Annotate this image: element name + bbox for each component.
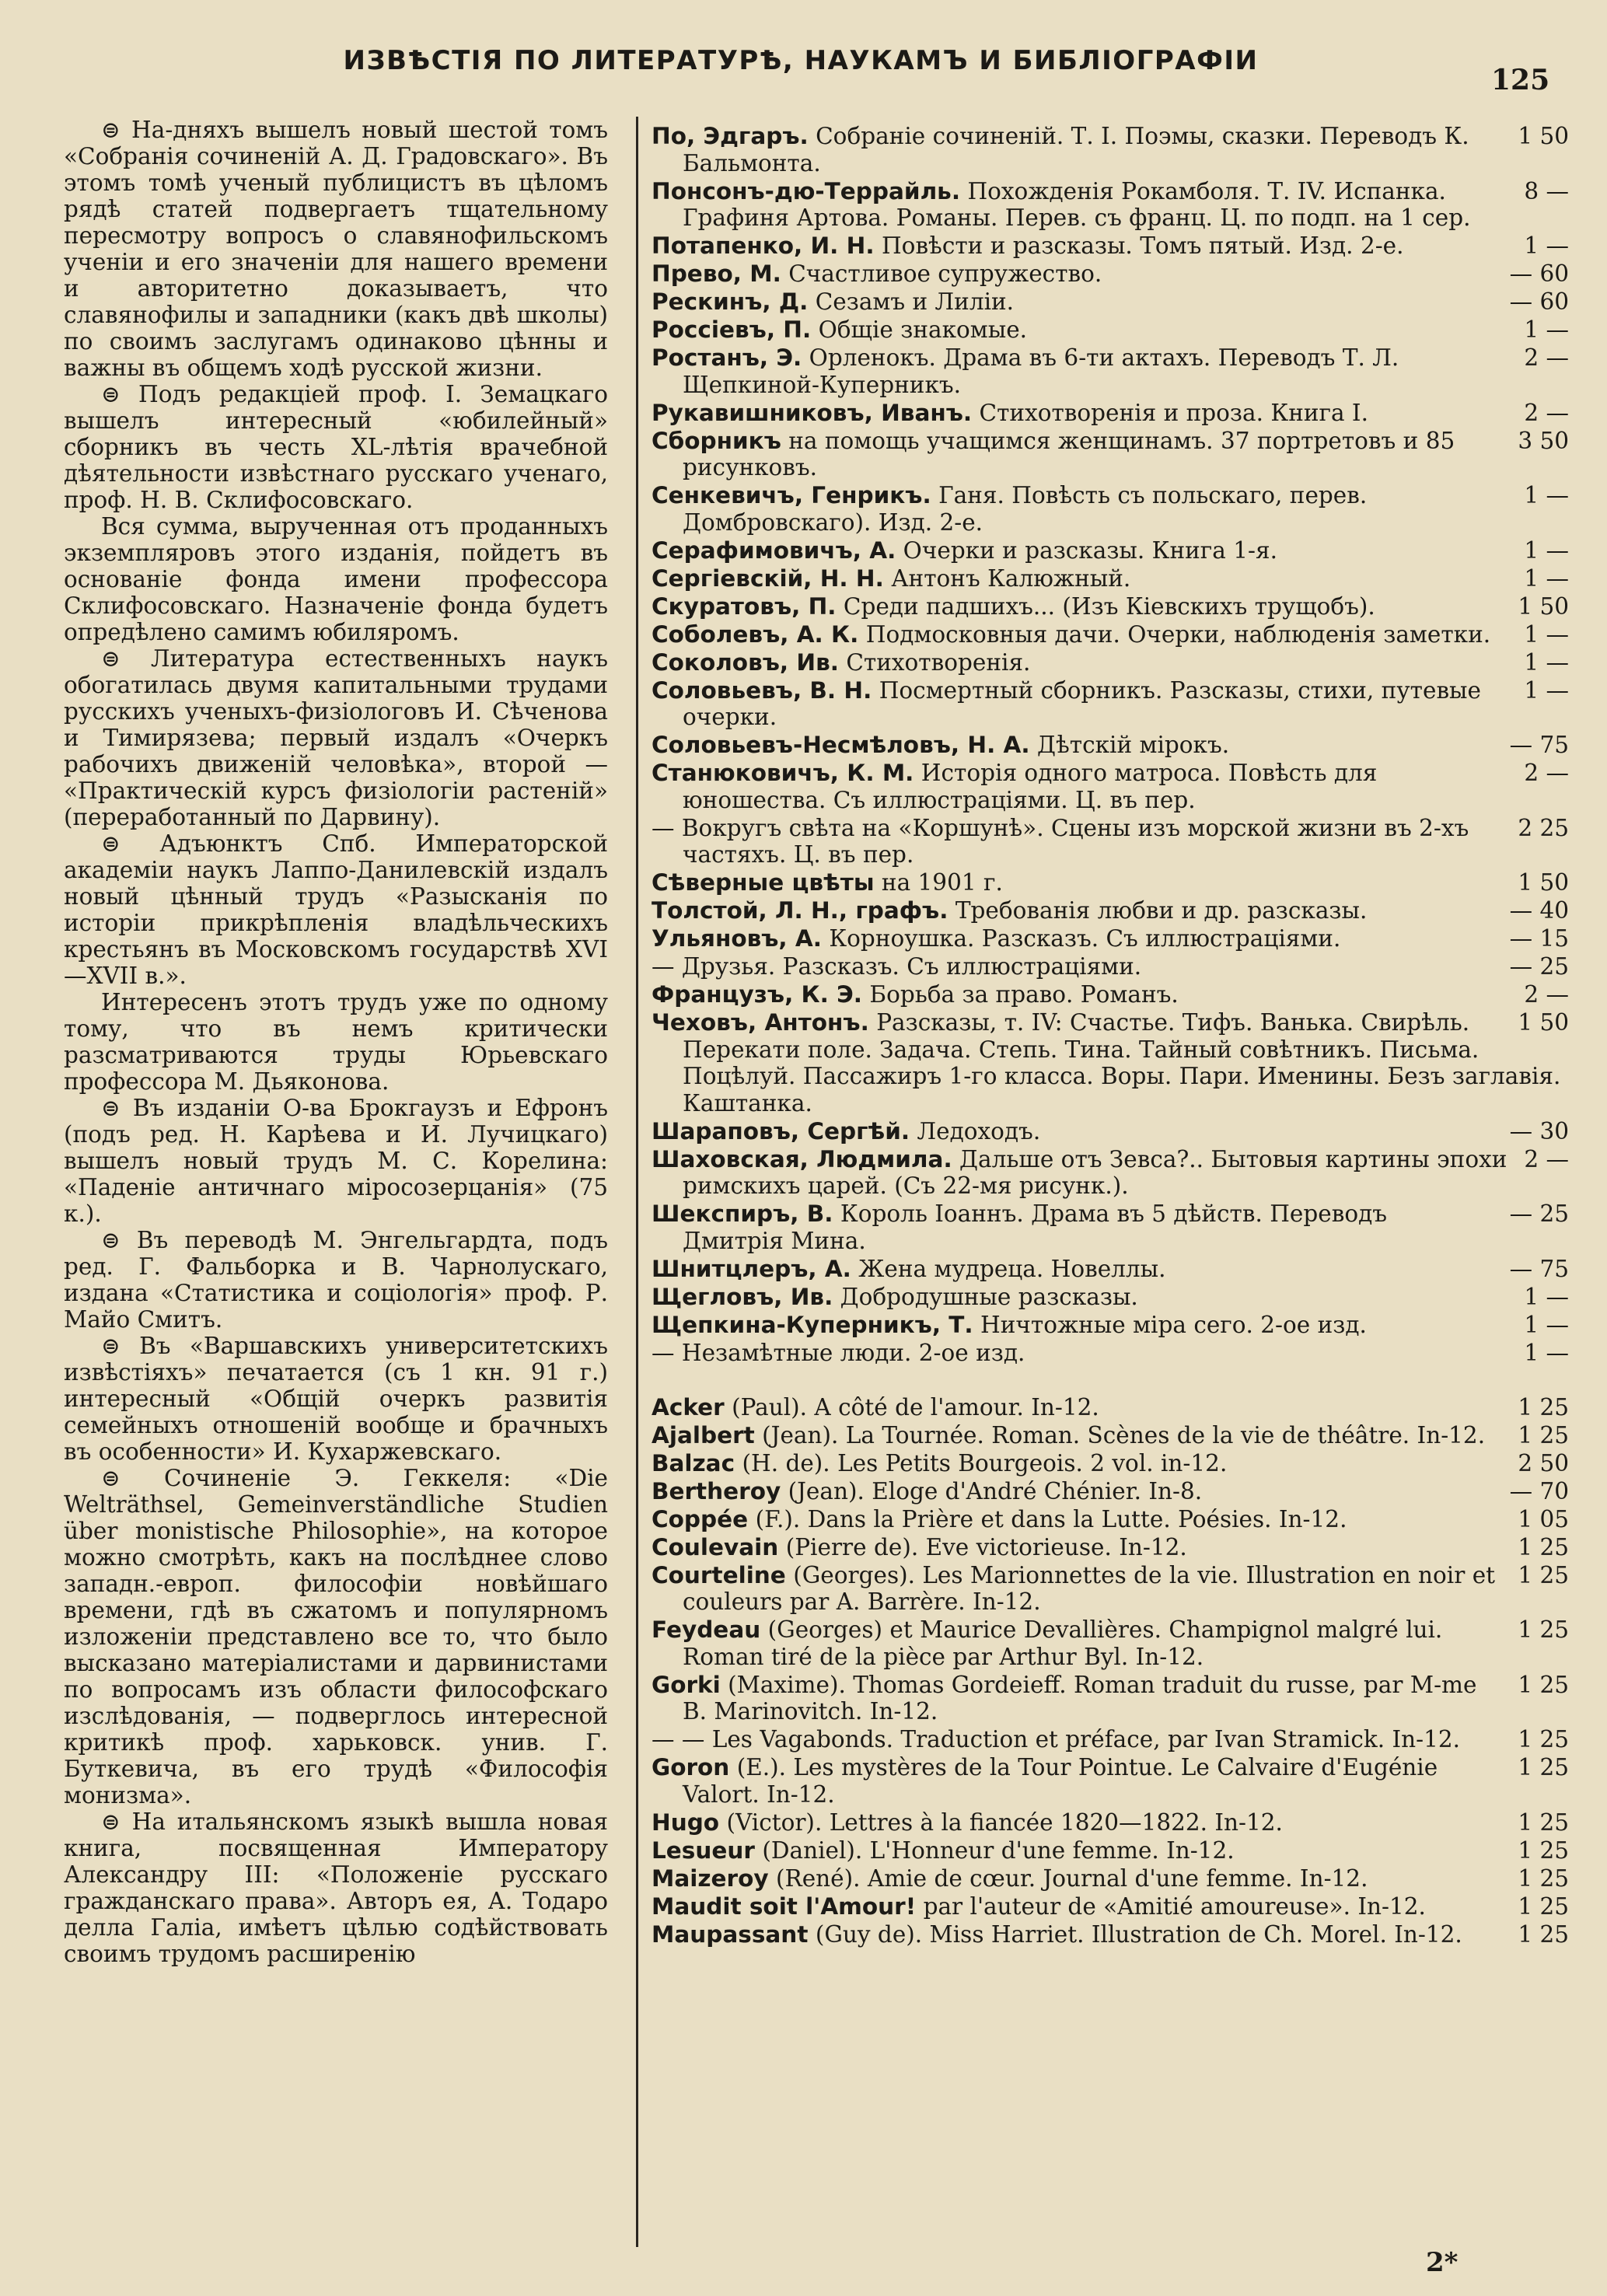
book-entry (652, 1422, 1569, 1449)
book-price: 2 — (1524, 981, 1569, 1008)
book-entry (652, 123, 1569, 176)
book-entry (652, 925, 1569, 952)
book-title: Антонъ Калюжный. (891, 564, 1131, 592)
book-price: — 75 (1509, 732, 1569, 758)
book-title: Ганя. Повѣсть съ польскаго, перев. Домбровскаго). Изд. 2-е. (683, 482, 1368, 536)
book-price: 1 25 (1518, 1616, 1569, 1643)
news-paragraph: ⊜ Литература естественныхъ наукъ обогатилась двумя капитальными трудами русскихъ ученыхъ-физіологовъ И. Сѣченова и Тимирязева; первый издалъ «Очеркъ рабочихъ движеній человѣка», второй — «Практическій курсъ физіологіи растеній» (переработанный по Дарвину). (64, 645, 608, 830)
book-author: Lesueur (652, 1836, 755, 1864)
book-author: По, Эдгаръ. (652, 123, 809, 149)
book-entry (652, 1616, 1569, 1670)
book-price: — 60 (1509, 288, 1569, 315)
book-author: Ajalbert (652, 1421, 755, 1449)
russian-book-list (652, 123, 1569, 1366)
book-author: Acker (652, 1393, 725, 1421)
book-entry (652, 1921, 1569, 1948)
book-title: Стихотворенія и проза. Книга I. (979, 399, 1368, 426)
book-price: 1 50 (1518, 869, 1569, 896)
book-title: — Друзья. Разсказъ. Съ иллюстраціями. (652, 953, 1142, 980)
book-author: Потапенко, И. Н. (652, 232, 875, 259)
book-author: Шаховская, Людмила. (652, 1145, 952, 1172)
book-title: (F.). Dans la Prière et dans la Lutte. Poésies. In-12. (755, 1505, 1347, 1532)
book-title: Исторія одного матроса. Повѣсть для юношества. Съ иллюстраціями. Ц. въ пер. (683, 760, 1378, 813)
book-price: 1 25 (1518, 1393, 1569, 1421)
book-price: 1 25 (1518, 1754, 1569, 1781)
page-number: 125 (1491, 64, 1550, 96)
column-divider (636, 117, 638, 2247)
book-price: 1 — (1524, 620, 1569, 648)
book-entry (652, 428, 1569, 481)
book-title: — — Les Vagabonds. Traduction et préface, par Ivan Stramick. In-12. (652, 1726, 1461, 1753)
book-price: 2 — (1524, 344, 1569, 371)
book-title: Требованія любви и др. разсказы. (955, 897, 1368, 924)
book-title: (Pierre de). Eve victorieuse. In-12. (785, 1533, 1187, 1560)
book-title: Счастливое супружество. (788, 260, 1102, 287)
news-paragraph: ⊜ Сочиненіе Э. Геккеля: «Die Welträthsel, Gemeinverständliche Studien über monistische Philosophie», на которое можно смотрѣть, какъ на послѣднее слово западн.-европ. философіи новѣйшаго времени, гдѣ въ сжатомъ и популярномъ изложеніи представлено все то, что было высказано матеріалистами и дарвинистами по вопросамъ изъ области философскаго изслѣдованія, — подверглось интересной критикѣ проф. харьковск. унив. Г. Буткевича, въ его трудѣ «Философія монизма». (64, 1465, 608, 1808)
news-paragraph: ⊜ Подъ редакціей проф. І. Земацкаго вышелъ интересный «юбилейный» сборникъ въ честь XL-лѣтія врачебной дѣятельности извѣстнаго русскаго ученаго, проф. Н. В. Склифосовскаго. (64, 381, 608, 513)
book-entry (652, 1865, 1569, 1892)
book-title: Повѣсти и разсказы. Томъ пятый. Изд. 2-е. (881, 232, 1404, 259)
book-entry (652, 565, 1569, 592)
book-price: 1 25 (1518, 1864, 1569, 1892)
book-author: Чеховъ, Антонъ. (652, 1009, 869, 1036)
book-entry (652, 1562, 1569, 1616)
book-price: — 75 (1509, 1255, 1569, 1282)
book-author: Bertheroy (652, 1477, 781, 1504)
book-entry (652, 482, 1569, 536)
book-title: на помощь учащимся женщинамъ. 37 портретовъ и 85 рисунковъ. (683, 427, 1455, 481)
book-price: — 30 (1509, 1117, 1569, 1145)
book-author: Рукавишниковъ, Иванъ. (652, 399, 973, 426)
book-author: Maizeroy (652, 1864, 769, 1892)
book-price: 2 25 (1518, 814, 1569, 841)
book-title: Ледоходъ. (917, 1117, 1041, 1145)
book-entry (652, 1256, 1569, 1283)
news-paragraph: ⊜ Въ изданіи О-ва Брокгаузъ и Ефронъ (подъ ред. Н. Карѣева и И. Лучицкаго) вышелъ новый трудъ М. С. Корелина: «Паденіе античнаго міросозерцанія» (75 к.). (64, 1095, 608, 1227)
book-title: (H. de). Les Petits Bourgeois. 2 vol. in-12. (742, 1449, 1228, 1476)
book-entry (652, 677, 1569, 731)
book-title: par l'auteur de «Amitié amoureuse». In-12. (923, 1892, 1426, 1920)
book-author: Соболевъ, А. К. (652, 620, 859, 648)
news-paragraph: ⊜ На итальянскомъ языкѣ вышла новая книга, посвященная Императору Александру III: «Положеніе русскаго гражданскаго права». Авторъ ея, А. Тодаро делла Галіа, имѣетъ цѣлью содѣйствовать своимъ трудомъ расширенію (64, 1808, 608, 1967)
book-price: 2 50 (1518, 1449, 1569, 1476)
book-price: 2 — (1524, 1145, 1569, 1172)
book-entry (652, 897, 1569, 924)
book-entry (652, 1312, 1569, 1339)
book-title: Дальше отъ Зевса?.. Бытовыя картины эпохи римскихъ царей. (Съ 22-мя рисунк.). (683, 1145, 1507, 1199)
book-author: Скуратовъ, П. (652, 592, 837, 620)
running-header: ИЗВѢСТІЯ ПО ЛИТЕРАТУРѢ, НАУКАМЪ И БИБЛІОГРАФІИ (343, 45, 1259, 76)
book-author: Сѣверные цвѣты (652, 869, 875, 896)
book-title: Корноушка. Разсказъ. Съ иллюстраціями. (829, 925, 1341, 952)
book-author: Французъ, К. Э. (652, 981, 862, 1008)
book-author: Coulevain (652, 1533, 779, 1560)
book-author: Coppée (652, 1505, 749, 1532)
book-title: (Georges). Les Marionnettes de la vie. Illustration en noir et couleurs par A. Barrère. In-12. (683, 1561, 1496, 1615)
book-title: Очерки и разсказы. Книга 1-я. (903, 536, 1277, 564)
book-title: (Guy de). Miss Harriet. Illustration de Ch. Morel. In-12. (815, 1920, 1462, 1948)
book-author: Ростанъ, Э. (652, 344, 802, 371)
book-entry (652, 621, 1569, 648)
book-entry (652, 815, 1569, 868)
book-title: Посмертный сборникъ. Разсказы, стихи, путевые очерки. (683, 676, 1481, 730)
book-price: 1 25 (1518, 1892, 1569, 1920)
book-title: Похожденія Рокамболя. Т. IV. Испанка. Графиня Артова. Романы. Перев. съ франц. Ц. по подп. на 1 сер. (683, 177, 1471, 231)
book-entry (652, 1534, 1569, 1561)
book-title: Добродушные разсказы. (840, 1283, 1138, 1310)
foreign-book-list (652, 1394, 1569, 1948)
book-entry (652, 869, 1569, 896)
book-author: Hugo (652, 1808, 720, 1836)
book-price: 1 25 (1518, 1808, 1569, 1836)
book-entry (652, 1118, 1569, 1145)
book-author: Gorki (652, 1671, 721, 1698)
news-paragraph: ⊜ На-дняхъ вышелъ новый шестой томъ «Собранія сочиненій А. Д. Градовскаго». Въ этомъ томѣ ученый публицистъ въ цѣломъ рядѣ статей подвергаетъ тщательному пересмотру вопросъ о славянофильскомъ ученіи и его значеніи для нашего времени и авторитетно доказываетъ, что славянофилы и западники (какъ двѣ школы) по своимъ заслугамъ одинаково цѣнны и важны въ общемъ ходѣ русской жизни. (64, 117, 608, 381)
book-author: Maudit soit l'Amour! (652, 1892, 917, 1920)
book-price: 1 — (1524, 482, 1569, 508)
book-price: 1 — (1524, 316, 1569, 343)
book-title: (Victor). Lettres à la fiancée 1820—1822. In-12. (726, 1808, 1283, 1836)
book-title: (René). Amie de cœur. Journal d'une femme. In-12. (776, 1864, 1368, 1892)
book-price: 1 — (1524, 536, 1569, 564)
book-entry (652, 288, 1569, 316)
book-price: 1 — (1524, 232, 1569, 259)
book-entry (652, 1506, 1569, 1533)
book-entry (652, 981, 1569, 1008)
book-entry (652, 537, 1569, 564)
book-author: Feydeau (652, 1616, 761, 1643)
news-paragraph: ⊜ Въ переводѣ М. Энгельгардта, подъ ред. Г. Фальборка и В. Чарнолускаго, издана «Статистика и соціологія» проф. Р. Майо Смитъ. (64, 1227, 608, 1333)
book-entry (652, 1809, 1569, 1836)
news-paragraph: Вся сумма, вырученная отъ проданныхъ экземпляровъ этого изданія, пойдетъ въ основаніе фонда имени профессора Склифосовскаго. Назначеніе фонда будетъ опредѣлено самимъ юбиляромъ. (64, 513, 608, 645)
book-price: — 70 (1509, 1477, 1569, 1504)
book-title: Дѣтскій мірокъ. (1036, 732, 1230, 758)
book-entry (652, 1394, 1569, 1421)
news-paragraph: ⊜ Адъюнктъ Спб. Императорской академіи наукъ Лаппо-Данилевскій издалъ новый цѣнный трудъ «Разысканія по исторіи прикрѣпленія владѣльческихъ крестьянъ въ Московскомъ государствѣ XVI—XVII в.». (64, 830, 608, 989)
book-title: Жена мудреца. Новеллы. (858, 1255, 1166, 1282)
book-entry (652, 1726, 1569, 1753)
signature-mark: 2* (1426, 2247, 1459, 2278)
book-author: Серафимовичъ, А. (652, 536, 896, 564)
book-entry (652, 1200, 1569, 1254)
book-author: Щепкина-Куперникъ, Т. (652, 1311, 973, 1338)
book-author: Толстой, Л. Н., графъ. (652, 897, 948, 924)
book-author: Рескинъ, Д. (652, 288, 809, 315)
book-entry (652, 344, 1569, 398)
book-entry (652, 1340, 1569, 1367)
book-title: Сезамъ и Лиліи. (815, 288, 1015, 315)
right-column-bibliography (652, 123, 1569, 1949)
book-price: 1 — (1524, 1283, 1569, 1310)
book-title: Среди падшихъ... (Изъ Кіевскихъ трущобъ). (843, 592, 1375, 620)
book-title: на 1901 г. (881, 869, 1003, 896)
book-author: Courteline (652, 1561, 786, 1588)
book-price: 1 — (1524, 1339, 1569, 1366)
book-title: Орленокъ. Драма въ 6-ти актахъ. Переводъ Т. Л. Щепкиной-Куперникъ. (683, 344, 1399, 398)
book-title: (E.). Les mystères de la Tour Pointue. Le Calvaire d'Eugénie Valort. In-12. (683, 1754, 1438, 1808)
book-author: Щегловъ, Ив. (652, 1283, 833, 1310)
book-author: Maupassant (652, 1920, 809, 1948)
book-author: Соловьевъ-Несмѣловъ, Н. А. (652, 732, 1030, 758)
book-author: Balzac (652, 1449, 735, 1476)
book-entry (652, 1478, 1569, 1505)
book-author: Станюковичъ, К. М. (652, 760, 914, 786)
book-price: — 60 (1509, 260, 1569, 287)
book-price: 2 — (1524, 760, 1569, 786)
book-entry (652, 1672, 1569, 1725)
book-price: 1 50 (1518, 1009, 1569, 1036)
news-paragraph: Интересенъ этотъ трудъ уже по одному тому, что въ немъ критически разсматриваются труды Юрьевскаго профессора М. Дьяконова. (64, 989, 608, 1095)
book-entry (652, 260, 1569, 288)
book-price: 1 — (1524, 648, 1569, 676)
book-entry (652, 178, 1569, 232)
book-price: 1 — (1524, 1311, 1569, 1338)
book-price: 1 25 (1518, 1920, 1569, 1948)
book-author: Сергіевскій, Н. Н. (652, 564, 884, 592)
book-author: Сенкевичъ, Генрикъ. (652, 482, 931, 508)
book-title: (Paul). A côté de l'amour. In-12. (732, 1393, 1099, 1421)
book-price: 3 50 (1518, 427, 1569, 454)
book-price: 1 25 (1518, 1726, 1569, 1753)
book-price: 1 50 (1518, 123, 1569, 149)
book-entry (652, 400, 1569, 427)
book-title: — Вокругъ свѣта на «Коршунѣ». Сцены изъ морской жизни въ 2-хъ частяхъ. Ц. въ пер. (652, 814, 1469, 868)
book-title: (Jean). La Tournée. Roman. Scènes de la vie de théâtre. In-12. (762, 1421, 1486, 1449)
section-gap (652, 1368, 1569, 1394)
book-title: — Незамѣтные люди. 2-ое изд. (652, 1339, 1025, 1366)
book-entry (652, 1284, 1569, 1311)
book-title: Ничтожные міра сего. 2-ое изд. (980, 1311, 1367, 1338)
book-entry (652, 1146, 1569, 1200)
book-entry (652, 1450, 1569, 1477)
book-price: 1 — (1524, 564, 1569, 592)
book-price: 8 — (1524, 177, 1569, 204)
book-author: Россіевъ, П. (652, 316, 812, 343)
book-price: — 25 (1509, 1200, 1569, 1227)
book-title: (Maxime). Thomas Gordeieff. Roman traduit du russe, par M-me B. Marinovitch. In-12. (683, 1671, 1477, 1725)
book-price: 1 — (1524, 676, 1569, 704)
book-entry (652, 760, 1569, 813)
book-author: Соколовъ, Ив. (652, 648, 839, 676)
book-title: (Jean). Eloge d'André Chénier. In-8. (788, 1477, 1203, 1504)
left-column-news (64, 117, 608, 1967)
book-author: Шараповъ, Сергѣй. (652, 1117, 910, 1145)
book-entry (652, 232, 1569, 260)
book-author: Понсонъ-дю-Террайль. (652, 177, 961, 204)
book-entry (652, 649, 1569, 676)
book-price: 1 50 (1518, 592, 1569, 620)
book-price: 1 25 (1518, 1421, 1569, 1449)
book-author: Шнитцлеръ, А. (652, 1255, 851, 1282)
book-price: 1 05 (1518, 1505, 1569, 1532)
book-entry (652, 1754, 1569, 1808)
book-title: (Georges) et Maurice Devallières. Champignol malgré lui. Roman tiré de la pièce par Arthur Byl. In-12. (683, 1616, 1443, 1670)
book-price: — 40 (1509, 897, 1569, 924)
book-title: Подмосковныя дачи. Очерки, наблюденія заметки. (865, 620, 1491, 648)
book-price: 2 — (1524, 399, 1569, 426)
book-price: 1 25 (1518, 1533, 1569, 1560)
book-entry (652, 1837, 1569, 1864)
book-price: 1 25 (1518, 1671, 1569, 1698)
book-title: Король Іоаннъ. Драма въ 5 дѣйств. Переводъ Дмитрія Мина. (683, 1200, 1388, 1254)
book-entry (652, 953, 1569, 980)
book-author: Шекспиръ, В. (652, 1200, 833, 1227)
book-title: Борьба за право. Романъ. (869, 981, 1179, 1008)
book-entry (652, 732, 1569, 759)
book-title: Разсказы, т. IV: Счастье. Тифъ. Ванька. Свирѣль. Перекати поле. Задача. Степь. Тина. Тайный совѣтникъ. Письма. Поцѣлуй. Пассажиръ 1-го класса. Воры. Пари. Именины. Безъ заглавія. Каштанка. (683, 1009, 1561, 1117)
book-price: — 25 (1509, 953, 1569, 980)
book-entry (652, 316, 1569, 344)
book-entry (652, 593, 1569, 620)
book-price: 1 25 (1518, 1836, 1569, 1864)
book-author: Сборникъ (652, 427, 781, 454)
book-author: Соловьевъ, В. Н. (652, 676, 872, 704)
book-title: (Daniel). L'Honneur d'une femme. In-12. (762, 1836, 1235, 1864)
book-price: 1 25 (1518, 1561, 1569, 1588)
book-entry (652, 1009, 1569, 1117)
book-title: Стихотворенія. (846, 648, 1031, 676)
book-entry (652, 1893, 1569, 1920)
book-price: — 15 (1509, 925, 1569, 952)
book-author: Ульяновъ, А. (652, 925, 822, 952)
book-title: Собраніе сочиненій. Т. І. Поэмы, сказки. Переводъ К. Бальмонта. (683, 123, 1469, 176)
news-paragraph: ⊜ Въ «Варшавскихъ университетскихъ извѣстіяхъ» печатается (съ 1 кн. 91 г.) интересный «Общій очеркъ развитія семейныхъ отношеній вообще и брачныхъ въ особенности» И. Кухаржевскаго. (64, 1333, 608, 1465)
book-author: Прево, М. (652, 260, 781, 287)
book-author: Goron (652, 1754, 730, 1781)
book-title: Общіе знакомые. (818, 316, 1028, 343)
